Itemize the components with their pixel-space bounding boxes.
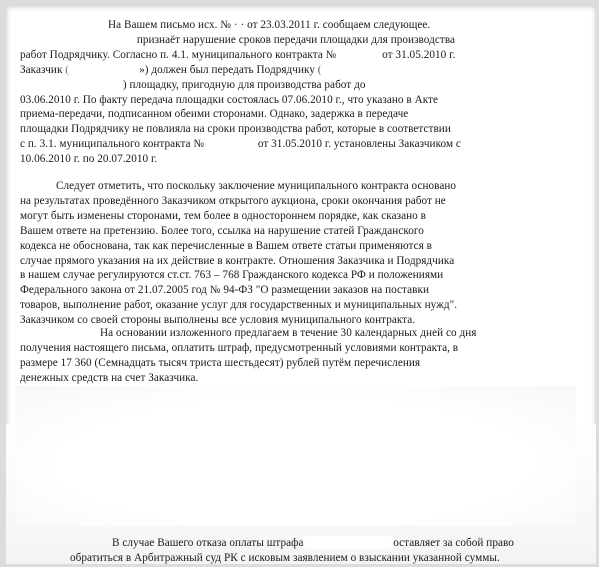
text-line: площадки Подрядчику не повлияла на сроки производства работ, которые в соответствии [20, 123, 451, 136]
paragraph-4 [20, 536, 560, 564]
text-segment: Заказчик ( [20, 63, 70, 76]
blank-area [16, 386, 576, 526]
text-line: 10.06.2010 г. по 20.07.2010 г. [20, 153, 158, 166]
text-line [20, 48, 560, 63]
text-line: обратиться в Арбитражный суд РК с исковым заявлением о взыскании указанной суммы. [70, 551, 500, 564]
text-line: получения настоящего письма, оплатить штраф, предусмотренный условиями контракта, в [20, 341, 459, 354]
text-line [20, 137, 560, 152]
text-segment: от 31.05.2010 г. [382, 48, 456, 61]
redacted-block [322, 64, 392, 74]
text-line [20, 536, 560, 551]
text-line [20, 78, 560, 93]
text-line: могут быть изменены сторонами, тем более в одностороннем порядке, как сказано в [20, 209, 426, 222]
text-line: случае прямого указания на их действие в контракте. Отношения Заказчика и Подрядчика [20, 254, 455, 267]
text-line: Вашем ответе на претензию. Более того, ссылка на нарушение статей Гражданского [20, 224, 424, 237]
text-segment: ) площадку, пригодную для производства работ до [122, 78, 366, 91]
scanned-letter-page [6, 6, 596, 564]
paragraph-3 [20, 326, 560, 386]
text-line: в нашем случае регулируются ст.ст. 763 – 768 Гражданского кодекса РФ и положениями [20, 269, 444, 282]
text-segment: с п. 3.1. муниципального контракта № [20, 138, 205, 151]
text-segment: от 31.05.2010 г. установлены Заказчиком с [257, 138, 461, 151]
text-segment: оставляет за собой право [393, 537, 514, 549]
text-segment: признаёт нарушение сроков передачи площадки для производства [136, 33, 456, 46]
redacted-block [207, 138, 255, 148]
text-line: Федерального закона от 21.07.2005 год № 94-ФЗ "О размещении заказов на поставки [20, 284, 430, 297]
text-segment: В случае Вашего отказа оплаты штрафа [112, 537, 304, 549]
text-line: товаров, выполнение работ, оказание услуг для государственных и муниципальных нужд". [20, 299, 458, 312]
text-line: приема-передачи, подписанном обеими сторонами. Однако, задержка в передаче [20, 108, 409, 121]
text-segment: работ Подрядчику. Согласно п. 4.1. муниципального контракта № [20, 48, 337, 61]
redacted-block [339, 49, 379, 59]
text-line: размере 17 360 (Семнадцать тысяч триста шестьдесят) рублей путём перечисления [20, 356, 421, 369]
text-line: кодекса не обоснована, так как перечисленные в Вашем ответе статьи применяются в [20, 239, 432, 252]
text-line: денежных средств на счет Заказчика. [20, 371, 199, 384]
text-segment: ») должен был передать Подрядчику ( [139, 63, 322, 76]
paragraph-1 [20, 18, 560, 167]
redacted-block [69, 64, 139, 74]
text-line: 03.06.2010 г. По факту передача площадки состоялась 07.06.2010 г., что указано в Акте [20, 93, 439, 106]
text-line [20, 33, 560, 48]
text-line: Следует отметить, что поскольку заключение муниципального контракта основано [56, 180, 457, 192]
redacted-block [306, 537, 390, 547]
text-line: На Вашем письмо исх. № · · от 23.03.2011 г. сообщаем следующее. [108, 19, 431, 31]
text-line: Заказчиком со своей стороны выполнены все условия муниципального контракта. [20, 314, 416, 327]
text-line: на результатах проведённого Заказчиком открытого аукциона, сроки окончания работ не [20, 194, 446, 207]
redacted-block [20, 79, 120, 89]
redacted-block [56, 34, 134, 44]
text-line [20, 63, 560, 78]
text-line: На основании изложенного предлагаем в течение 30 календарных дней со дня [100, 327, 477, 339]
paragraph-2 [20, 179, 560, 328]
